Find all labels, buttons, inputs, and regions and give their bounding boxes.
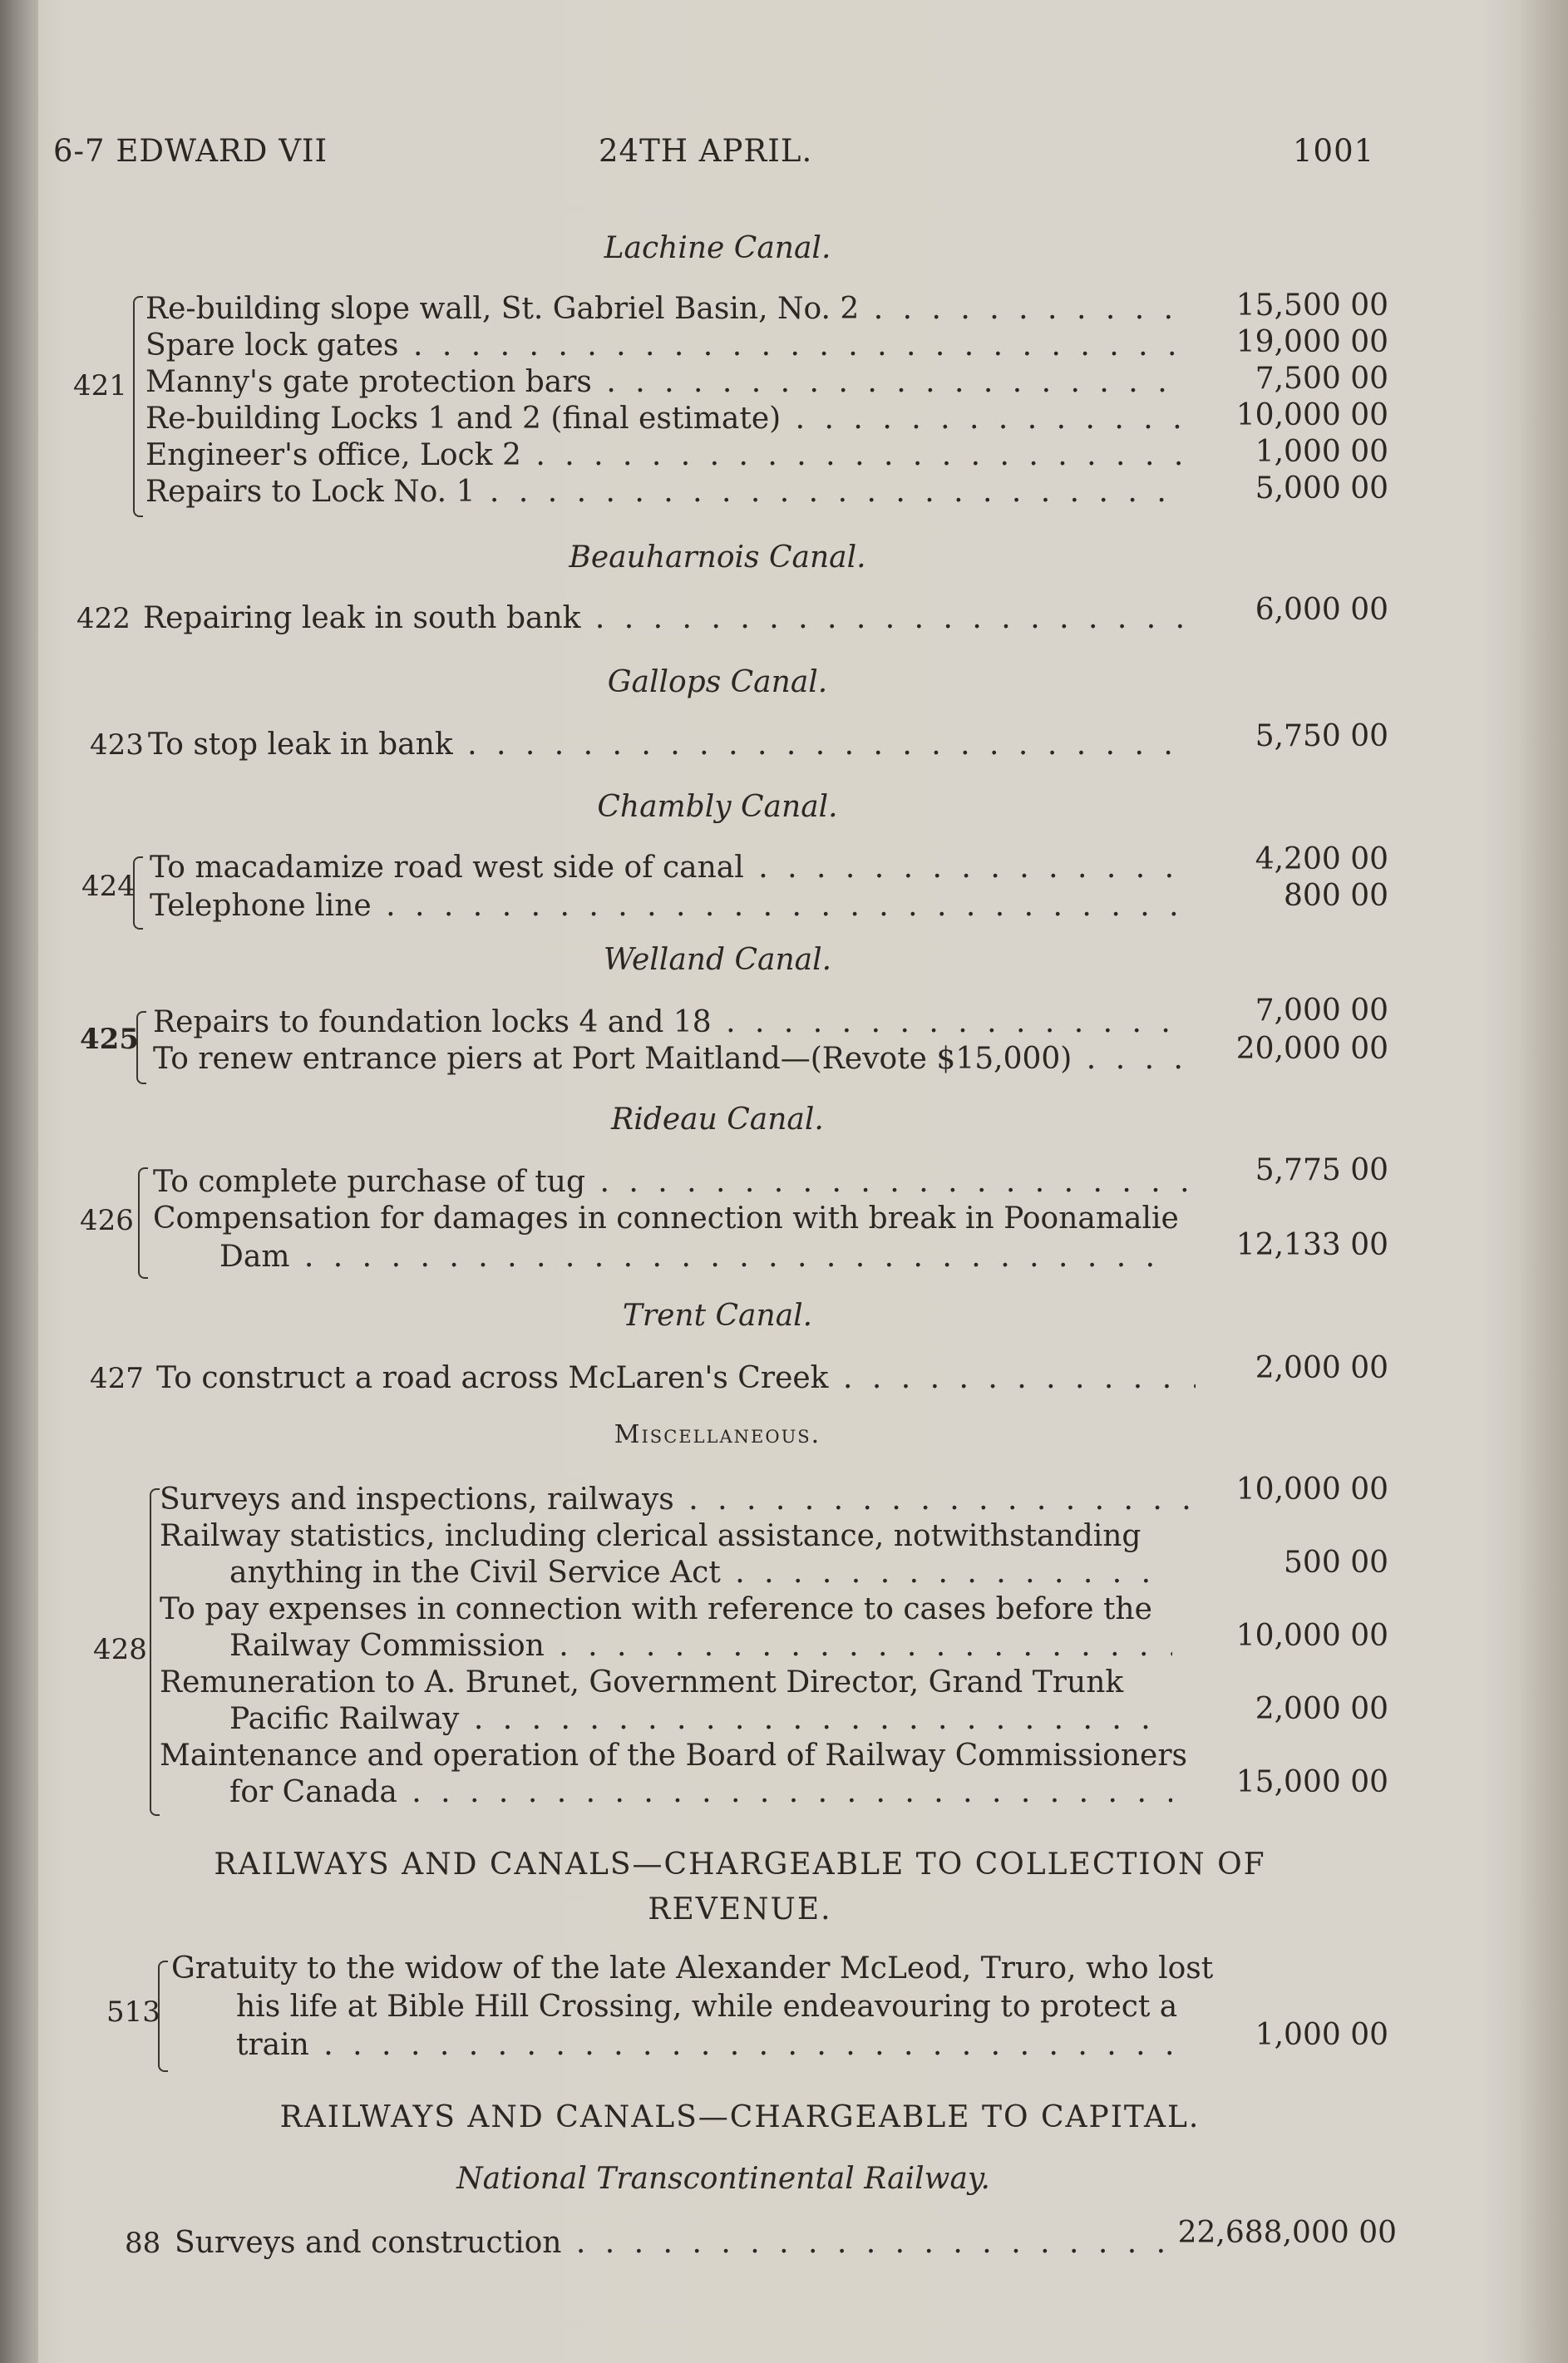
revenue-line-2: his life at Bible Hill Crossing, while endeavouring to protect a: [236, 1990, 1178, 2024]
item-number-423: 423: [90, 728, 144, 762]
welland-item-1: Repairs to foundation locks 4 and 18 . . .: [153, 1004, 1192, 1041]
lachine-item-3: Manny's gate protection bars . . .: [145, 364, 1185, 401]
item-number-427: 427: [90, 1362, 144, 1395]
section-title-capital: RAILWAYS AND CANALS—CHARGEABLE TO CAPITAL.: [279, 2100, 1201, 2134]
chambly-item-2: Telephone line . . .: [150, 888, 1189, 925]
rideau-amount-1: 5,775 00: [1255, 1153, 1388, 1187]
rideau-item-1: To complete purchase of tug . . .: [153, 1164, 1192, 1201]
page-edge-shadow: [1518, 0, 1568, 2363]
brace-426: [138, 1167, 148, 1279]
gallops-amount-1: 5,750 00: [1255, 719, 1388, 753]
misc-item-3: To pay expenses in connection with reference to cases before the: [160, 1592, 1152, 1626]
section-subtitle-capital: National Transcontinental Railway.: [456, 2162, 990, 2196]
beauharnois-amount-1: 6,000 00: [1255, 593, 1388, 627]
item-number-422: 422: [76, 602, 131, 635]
misc-item-4-cont: Pacific Railway . . .: [229, 1701, 1172, 1738]
chambly-item-1: To macadamize road west side of canal . . .: [150, 850, 1189, 886]
item-number-424: 424: [81, 870, 136, 903]
page-number: 1001: [1293, 133, 1375, 169]
lachine-amount-3: 7,500 00: [1255, 362, 1388, 396]
chambly-amount-2: 800 00: [1284, 879, 1388, 913]
brace-428: [150, 1488, 160, 1816]
misc-item-5-cont: for Canada . . .: [229, 1774, 1172, 1811]
misc-item-2-cont: anything in the Civil Service Act . . .: [229, 1555, 1172, 1591]
section-title-lachine: Lachine Canal.: [604, 231, 831, 265]
brace-513: [158, 1961, 168, 2072]
lachine-item-6: Repairs to Lock No. 1 . . .: [145, 474, 1185, 511]
brace-421: [133, 296, 143, 517]
gallops-item-1: To stop leak in bank . . .: [148, 727, 1187, 763]
lachine-amount-5: 1,000 00: [1255, 435, 1388, 469]
welland-amount-2: 20,000 00: [1235, 1032, 1388, 1066]
lachine-item-5: Engineer's office, Lock 2 . . .: [145, 437, 1185, 474]
misc-amount-3: 10,000 00: [1235, 1619, 1388, 1653]
brace-424: [133, 856, 143, 930]
section-title-chambly: Chambly Canal.: [597, 790, 838, 824]
item-number-88: 88: [125, 2227, 161, 2260]
misc-item-4: Remuneration to A. Brunet, Government Director, Grand Trunk: [160, 1665, 1124, 1699]
section-title-trent: Trent Canal.: [622, 1299, 813, 1333]
trent-item-1: To construct a road across McLaren's Creek . . .: [156, 1360, 1196, 1397]
section-title-revenue: RAILWAYS AND CANALS—CHARGEABLE TO COLLECTION OF REVENUE.: [214, 1847, 1266, 1926]
revenue-line-3: train . . .: [236, 2027, 1176, 2064]
section-title-gallops: Gallops Canal.: [607, 665, 828, 699]
section-title-welland: Welland Canal.: [603, 943, 832, 977]
trent-amount-1: 2,000 00: [1255, 1351, 1388, 1385]
misc-amount-4: 2,000 00: [1255, 1692, 1388, 1726]
item-number-428: 428: [93, 1633, 147, 1666]
section-title-misc: Miscellaneous.: [614, 1420, 821, 1449]
beauharnois-item-1: Repairing leak in south bank . . .: [143, 600, 1182, 637]
misc-item-1: Surveys and inspections, railways . . .: [160, 1482, 1199, 1518]
running-head-date: 24TH APRIL.: [599, 133, 813, 169]
misc-amount-1: 10,000 00: [1235, 1473, 1388, 1507]
lachine-amount-4: 10,000 00: [1235, 398, 1388, 432]
lachine-item-1: Re-building slope wall, St. Gabriel Basin, No. 2 . . .: [145, 291, 1185, 328]
misc-amount-2: 500 00: [1284, 1546, 1388, 1580]
brace-425: [136, 1011, 146, 1084]
misc-item-2: Railway statistics, including clerical assistance, notwithstanding: [160, 1519, 1141, 1553]
lachine-amount-6: 5,000 00: [1255, 471, 1388, 506]
welland-amount-1: 7,000 00: [1255, 994, 1388, 1028]
item-number-421: 421: [73, 369, 127, 402]
item-number-513: 513: [106, 1995, 160, 2029]
rideau-item-2: Compensation for damages in connection with break in Poonamalie: [153, 1201, 1179, 1236]
revenue-line-1: Gratuity to the widow of the late Alexander McLeod, Truro, who lost: [171, 1951, 1214, 1986]
capital-amount-1: 22,688,000 00: [1177, 2216, 1397, 2250]
revenue-amount: 1,000 00: [1255, 2018, 1388, 2052]
rideau-item-2-cont: Dam . . .: [219, 1239, 1172, 1275]
rideau-amount-2: 12,133 00: [1235, 1228, 1388, 1262]
section-title-rideau: Rideau Canal.: [611, 1103, 824, 1137]
item-number-425: 425: [80, 1023, 139, 1056]
section-title-beauharnois: Beauharnois Canal.: [569, 540, 866, 575]
lachine-item-4: Re-building Locks 1 and 2 (final estimate) . . .: [145, 401, 1185, 437]
lachine-item-2: Spare lock gates . . .: [145, 328, 1185, 364]
misc-item-5: Maintenance and operation of the Board of Railway Commissioners: [160, 1739, 1188, 1773]
running-head-left: 6-7 EDWARD VII: [53, 133, 328, 169]
lachine-amount-1: 15,500 00: [1235, 289, 1388, 323]
book-spine-shadow: [0, 0, 38, 2363]
misc-item-3-cont: Railway Commission . . .: [229, 1628, 1172, 1665]
chambly-amount-1: 4,200 00: [1255, 842, 1388, 876]
welland-item-2: To renew entrance piers at Port Maitland—(Revote $15,000) . . .: [153, 1041, 1192, 1078]
capital-item-1: Surveys and construction . . .: [175, 2225, 1172, 2262]
item-number-426: 426: [80, 1204, 134, 1237]
lachine-amount-2: 19,000 00: [1235, 325, 1388, 359]
misc-amount-5: 15,000 00: [1235, 1765, 1388, 1799]
